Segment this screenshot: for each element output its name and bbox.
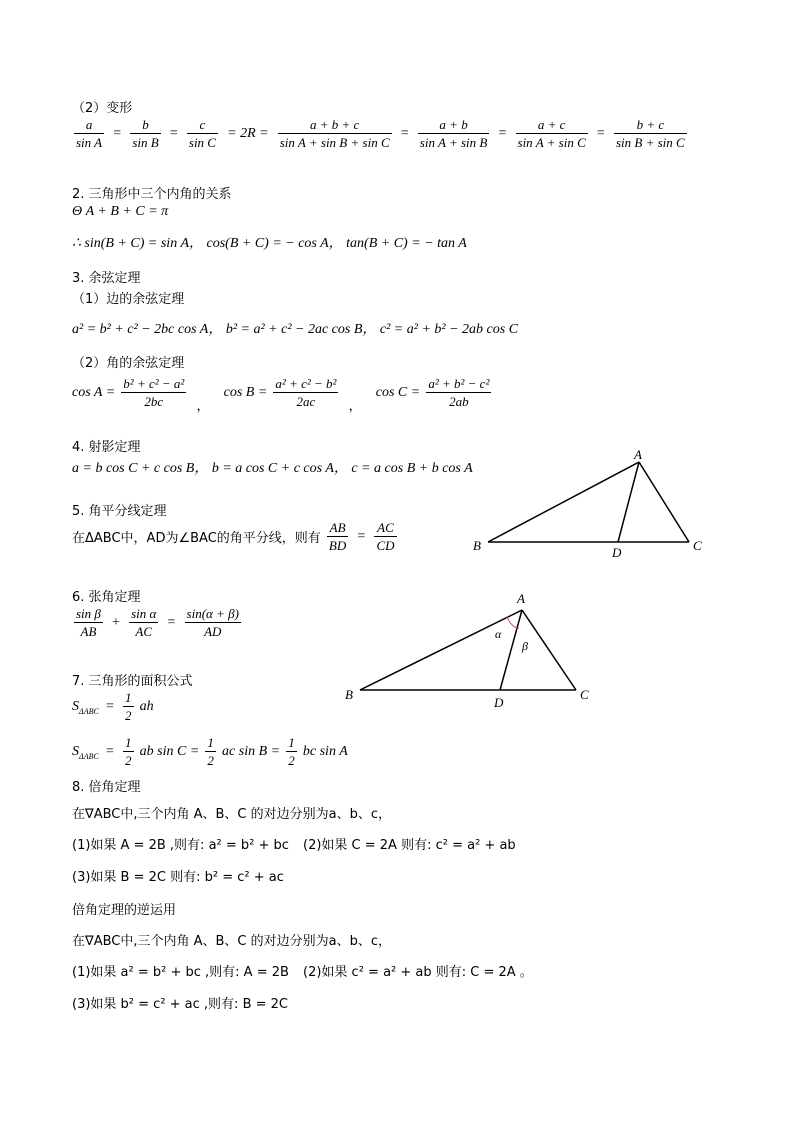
vertex-label-A: A xyxy=(517,591,525,606)
double-angle-rule-3: (3)如果 B = 2C 则有: b² = c² + ac xyxy=(72,870,284,885)
num: 1 xyxy=(288,735,295,750)
frac-ac-sum xyxy=(516,117,588,150)
cosB-lhs: cos B = xyxy=(223,385,268,400)
den: sin A + sin B xyxy=(419,135,488,150)
area-formula-line-1 xyxy=(72,690,154,723)
comma: ， xyxy=(196,399,210,414)
inverse-rule-3: (3)如果 b² = c² + ac ,则有: B = 2C xyxy=(72,997,288,1012)
sec1-sub2-title: （2）变形 xyxy=(72,101,133,116)
sec7-title: 7. 三角形的面积公式 xyxy=(72,674,193,689)
op: + xyxy=(112,615,120,630)
num: a² + c² − b² xyxy=(275,376,337,391)
num: b xyxy=(130,117,160,134)
cosine-law-sides-line: a² = b² + c² − 2bc cos A， b² = a² + c² − 2ac cos B， c² = a² + b² − 2ab cos C xyxy=(72,322,519,337)
inverse-title: 倍角定理的逆运用 xyxy=(72,903,177,918)
num: a + b + c xyxy=(278,117,392,134)
area-symbol xyxy=(72,744,99,759)
frac-sinalpha-AC xyxy=(129,606,158,639)
s-label: S xyxy=(72,744,79,759)
s-label: S xyxy=(72,699,79,714)
frac-abc-sum xyxy=(278,117,392,150)
op: = xyxy=(400,126,409,141)
op: = xyxy=(105,744,114,759)
triangle-figure-1 xyxy=(468,444,708,562)
num: c xyxy=(187,117,218,134)
bisector-AD xyxy=(618,462,639,542)
sec3-sub2: （2）角的余弦定理 xyxy=(72,356,185,371)
eq-2R: = 2R = xyxy=(227,126,269,141)
vertex-label-A: A xyxy=(634,447,642,462)
frac-half xyxy=(123,690,134,723)
area-term-1: ab sin C = xyxy=(139,744,200,759)
num: b + c xyxy=(614,117,687,134)
sec8-title: 8. 倍角定理 xyxy=(72,780,141,795)
op: = xyxy=(113,126,122,141)
point-label-D: D xyxy=(612,545,622,560)
den: 2 xyxy=(288,753,295,768)
sec2-title: 2. 三角形中三个内角的关系 xyxy=(72,187,232,202)
triangle-figure-2 xyxy=(340,590,600,712)
segment-AD xyxy=(500,610,522,690)
comma: ， xyxy=(348,399,362,414)
sine-law-variant-formula xyxy=(72,117,689,150)
op: = xyxy=(357,529,366,544)
vertex-label-B: B xyxy=(473,538,481,553)
den: sin A + sin C xyxy=(517,135,586,150)
inverse-rule-1: (1)如果 a² = b² + bc ,则有: A = 2B xyxy=(72,965,289,980)
frac-a-sinA xyxy=(74,117,104,150)
sec6-title: 6. 张角定理 xyxy=(72,590,141,605)
den: 2ab xyxy=(449,394,469,409)
double-angle-intro: 在∇ABC中,三个内角 A、B、C 的对边分别为a、b、c， xyxy=(72,807,392,822)
den: 2bc xyxy=(144,394,164,409)
area-tail-ah: ah xyxy=(139,699,154,714)
den: sin C xyxy=(188,135,216,150)
frac-cosC xyxy=(426,376,491,409)
area-term-2: ac sin B = xyxy=(222,744,281,759)
num: sin(α + β) xyxy=(186,606,239,621)
bisector-theorem-line xyxy=(72,520,399,553)
sec3-title: 3. 余弦定理 xyxy=(72,271,141,286)
bisector-text: 在ΔABC中，AD为∠BAC的角平分线，则有 xyxy=(72,531,321,546)
num: 1 xyxy=(125,735,132,750)
area-term-3: bc sin A xyxy=(302,744,348,759)
den: BD xyxy=(328,538,347,553)
cosC-lhs: cos C = xyxy=(375,385,421,400)
frac-c-sinC xyxy=(187,117,218,150)
cosA-lhs: cos A = xyxy=(72,385,116,400)
tension-angle-line xyxy=(72,606,243,639)
double-angle-rule-2: (2)如果 C = 2A 则有: c² = a² + ab xyxy=(303,838,516,853)
inverse-intro: 在∇ABC中,三个内角 A、B、C 的对边分别为a、b、c， xyxy=(72,934,392,949)
frac-half xyxy=(205,735,216,768)
den: CD xyxy=(376,538,395,553)
frac-half xyxy=(123,735,134,768)
num: a² + b² − c² xyxy=(428,376,490,391)
den: 2 xyxy=(207,753,214,768)
num: a xyxy=(74,117,104,134)
op: = xyxy=(498,126,507,141)
double-angle-rule-1: (1)如果 A = 2B ,则有: a² = b² + bc xyxy=(72,838,289,853)
angle-sum-line: Θ A + B + C = π xyxy=(72,204,169,219)
angle-label-alpha: α xyxy=(495,627,502,641)
num: AC xyxy=(374,520,396,537)
op: = xyxy=(167,615,176,630)
side-AB xyxy=(360,610,522,690)
cosine-law-angles-line xyxy=(72,376,493,414)
num: sin α xyxy=(131,606,157,621)
den: sin B + sin C xyxy=(615,135,685,150)
vertex-label-C: C xyxy=(693,538,702,553)
frac-ab-sum xyxy=(418,117,490,150)
den: AB xyxy=(80,624,97,639)
den: sin A xyxy=(76,135,103,150)
frac-cosB xyxy=(273,376,338,409)
frac-b-sinB xyxy=(130,117,160,150)
num: 1 xyxy=(207,735,214,750)
side-AC xyxy=(522,610,576,690)
sec4-title: 4. 射影定理 xyxy=(72,440,141,455)
side-AB xyxy=(488,462,639,542)
vertex-label-C: C xyxy=(580,687,589,702)
sec5-title: 5. 角平分线定理 xyxy=(72,504,167,519)
num: AB xyxy=(327,520,348,537)
den: 2 xyxy=(125,753,132,768)
num: a + b xyxy=(418,117,490,134)
frac-bc-sum xyxy=(614,117,687,150)
num: a + c xyxy=(516,117,588,134)
num: b² + c² − a² xyxy=(123,376,185,391)
frac-AC-CD xyxy=(374,520,396,553)
den: 2ac xyxy=(296,394,316,409)
angle-identity-line: ∴ sin(B + C) = sin A， cos(B + C) = − cos A， tan(B + C) = − tan A xyxy=(72,236,467,251)
vertex-label-B: B xyxy=(345,687,353,702)
inverse-rule-2: (2)如果 c² = a² + ab 则有: C = 2A 。 xyxy=(303,965,533,980)
frac-half xyxy=(286,735,297,768)
frac-sinbeta-AB xyxy=(74,606,103,639)
den: AC xyxy=(135,624,153,639)
frac-cosA xyxy=(121,376,186,409)
side-AC xyxy=(639,462,689,542)
point-label-D: D xyxy=(494,695,504,710)
s-sub: ΔABC xyxy=(79,706,99,716)
op: = xyxy=(105,699,114,714)
area-symbol xyxy=(72,699,99,714)
sec3-sub1: （1）边的余弦定理 xyxy=(72,292,185,307)
op: = xyxy=(169,126,178,141)
num: sin β xyxy=(76,606,101,621)
den: sin A + sin B + sin C xyxy=(279,135,390,150)
area-formula-line-2 xyxy=(72,735,348,768)
projection-law-line: a = b cos C + c cos B， b = a cos C + c cos A， c = a cos B + b cos A xyxy=(72,461,473,476)
num: 1 xyxy=(125,690,132,705)
s-sub: ΔABC xyxy=(79,751,99,761)
den: AD xyxy=(204,624,222,639)
den: 2 xyxy=(125,708,132,723)
den: sin B xyxy=(132,135,159,150)
angle-label-beta: β xyxy=(522,639,528,653)
frac-sinsum-AD xyxy=(185,606,241,639)
op: = xyxy=(596,126,605,141)
frac-AB-BD xyxy=(327,520,348,553)
